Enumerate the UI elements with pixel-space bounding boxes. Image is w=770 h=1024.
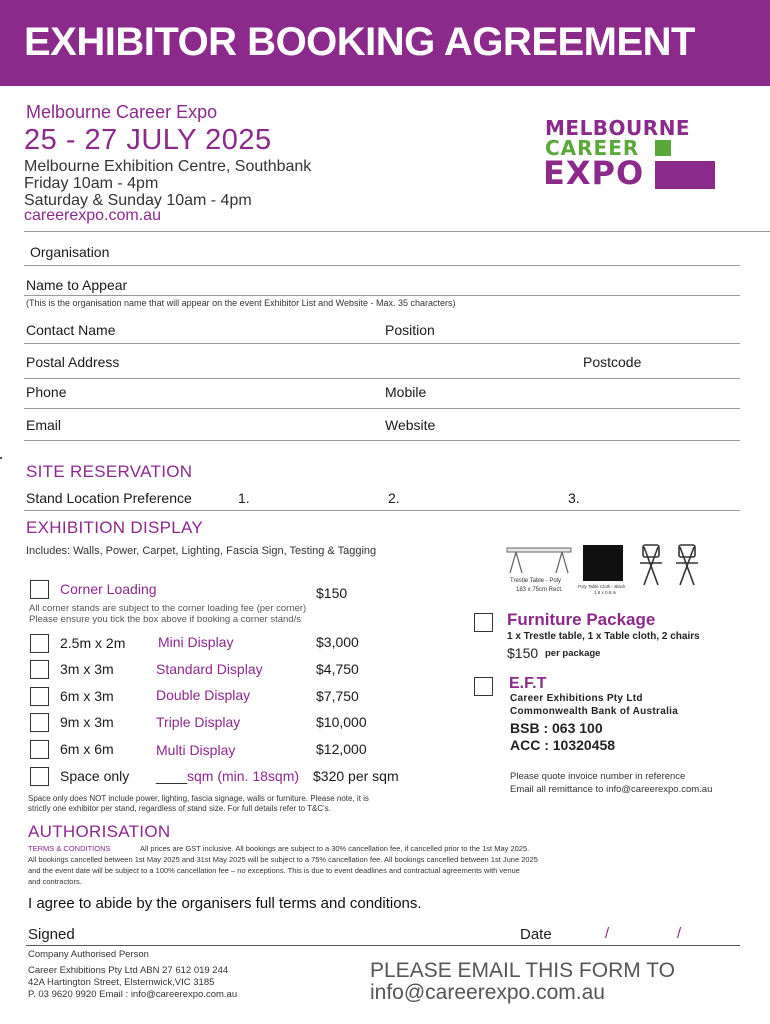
- mobile-label: Mobile: [385, 384, 427, 400]
- organisation-field[interactable]: [24, 265, 740, 266]
- mini-display-checkbox[interactable]: [30, 634, 49, 653]
- exhibition-display-heading: EXHIBITION DISPLAY: [26, 518, 204, 537]
- name-to-appear-field[interactable]: [24, 295, 740, 296]
- email-cta-address[interactable]: info@careerexpo.com.au: [370, 981, 605, 1004]
- footer-address: 42A Hartington Street, Elsternwick,VIC 3185: [28, 977, 215, 988]
- eft-bank: Commonwealth Bank of Australia: [510, 706, 679, 717]
- corner-loading-label: Corner Loading: [60, 581, 157, 597]
- date-slash-1: /: [605, 925, 610, 942]
- stand-preference-label: Stand Location Preference: [26, 490, 192, 506]
- triple-display-checkbox[interactable]: [30, 713, 49, 732]
- furniture-package-per: per package: [545, 648, 601, 659]
- event-hours-weekend: Saturday & Sunday 10am - 4pm: [24, 192, 252, 209]
- table-cloth-caption-1: Poly Table Cloth - Black: [578, 584, 626, 589]
- space-only-sqm-label: sqm (min. 18sqm): [187, 768, 300, 784]
- preference-1-label: 1.: [238, 490, 250, 506]
- stand-preference-field[interactable]: [24, 510, 740, 511]
- standard-display-size: 3m x 3m: [60, 661, 114, 677]
- trestle-table-caption-1: Trestle Table - Poly: [510, 578, 562, 584]
- postcode-label: Postcode: [583, 354, 642, 370]
- event-venue: Melbourne Exhibition Centre, Southbank: [24, 158, 312, 175]
- furniture-package-checkbox[interactable]: [474, 613, 493, 632]
- footer-contact: P. 03 9620 9920 Email : info@careerexpo.com.au: [28, 989, 238, 1000]
- phone-label: Phone: [26, 384, 67, 400]
- phone-field[interactable]: [24, 408, 740, 409]
- mini-display-price: $3,000: [316, 634, 359, 650]
- footer-company: Career Exhibitions Pty Ltd ABN 27 612 019 244: [28, 965, 229, 976]
- agree-statement: I agree to abide by the organisers full terms and conditions.: [28, 895, 422, 912]
- email-cta-heading: PLEASE EMAIL THIS FORM TO: [370, 959, 675, 982]
- multi-display-size: 6m x 6m: [60, 741, 114, 757]
- divider: [24, 231, 770, 232]
- furniture-package-title: Furniture Package: [507, 610, 656, 629]
- eft-note-2: Email all remittance to info@careerexpo.com.au: [510, 784, 713, 795]
- preference-3-label: 3.: [568, 490, 580, 506]
- terms-line-4: and contractors.: [28, 877, 82, 886]
- mini-display-name: Mini Display: [158, 634, 234, 650]
- eft-company: Career Exhibitions Pty Ltd: [510, 693, 643, 704]
- email-label: Email: [26, 417, 62, 433]
- terms-line-3: and the event date will be subject to a 100% cancellation fee – no exceptions. This is due to event deadlines and contractual agreements with venue: [28, 866, 520, 875]
- triple-display-size: 9m x 3m: [60, 714, 114, 730]
- double-display-name: Double Display: [156, 687, 251, 703]
- space-only-note-1: Space only does NOT include power, lighting, fascia signage, walls or furniture. Please note, it is: [28, 794, 369, 803]
- date-label: Date: [520, 926, 552, 943]
- trestle-table-icon: [506, 545, 572, 575]
- logo-line-career: CAREER: [545, 136, 640, 160]
- corner-loading-checkbox[interactable]: [30, 580, 49, 599]
- double-display-price: $7,750: [316, 688, 359, 704]
- triple-display-name: Triple Display: [156, 714, 241, 730]
- eft-note-1: Please quote invoice number in reference: [510, 771, 686, 782]
- contact-name-field[interactable]: [24, 343, 740, 344]
- eft-acc: ACC : 10320458: [510, 737, 616, 753]
- eft-bsb: BSB : 063 100: [510, 720, 603, 736]
- authorisation-heading: AUTHORISATION: [28, 822, 171, 841]
- multi-display-name: Multi Display: [156, 742, 236, 758]
- trestle-table-caption-2: 183 x 75cm Rect.: [516, 587, 563, 593]
- position-label: Position: [385, 322, 435, 338]
- date-slash-2: /: [677, 925, 682, 942]
- space-only-sqm-input[interactable]: ____: [156, 768, 188, 784]
- signature-field[interactable]: [26, 945, 740, 946]
- corner-note-1: All corner stands are subject to the corner loading fee (per corner): [29, 603, 307, 614]
- display-includes: Includes: Walls, Power, Carpet, Lighting, Fascia Sign, Testing & Tagging: [26, 545, 377, 557]
- folding-chair-icon: [672, 543, 702, 587]
- space-only-label: Space only: [60, 768, 130, 784]
- table-cloth-caption-2: 1.8 x 0.8 m: [594, 590, 617, 595]
- website-label: Website: [385, 417, 436, 433]
- event-website[interactable]: careerexpo.com.au: [24, 207, 161, 224]
- corner-note-2: Please ensure you tick the box above if booking a corner stand/s: [29, 614, 301, 625]
- logo-purple-bar: [655, 161, 715, 189]
- standard-display-name: Standard Display: [156, 661, 263, 677]
- double-display-size: 6m x 3m: [60, 688, 114, 704]
- margin-dot: [0, 457, 2, 459]
- triple-display-price: $10,000: [316, 714, 367, 730]
- double-display-checkbox[interactable]: [30, 687, 49, 706]
- event-name: Melbourne Career Expo: [26, 102, 218, 122]
- standard-display-price: $4,750: [316, 661, 359, 677]
- email-field[interactable]: [24, 440, 740, 441]
- event-dates: 25 - 27 JULY 2025: [24, 124, 272, 156]
- corner-loading-price: $150: [316, 585, 348, 601]
- page-title: EXHIBITOR BOOKING AGREEMENT: [24, 20, 695, 64]
- organisation-label: Organisation: [30, 244, 110, 260]
- signed-label: Signed: [28, 926, 75, 943]
- folding-chair-icon: [636, 543, 666, 587]
- multi-display-price: $12,000: [316, 741, 367, 757]
- site-reservation-heading: SITE RESERVATION: [26, 462, 193, 481]
- terms-line-1: All prices are GST inclusive. All bookings are subject to a 30% cancellation fee, if cancelled prior to the 1st May 2025.: [140, 844, 530, 853]
- postal-address-label: Postal Address: [26, 354, 120, 370]
- furniture-package-contents: 1 x Trestle table, 1 x Table cloth, 2 chairs: [507, 631, 700, 642]
- multi-display-checkbox[interactable]: [30, 740, 49, 759]
- terms-line-2: All bookings cancelled between 1st May 2025 and 31st May 2025 will be subject to a 75% cancellation fee. All bookings cancelled between 1st June 2025: [28, 855, 538, 864]
- logo-green-square: [655, 140, 671, 156]
- space-only-checkbox[interactable]: [30, 767, 49, 786]
- logo-line-expo: EXPO: [543, 154, 645, 192]
- logo-line-melbourne: MELBOURNE: [545, 116, 691, 140]
- company-authorised-person: Company Authorised Person: [28, 949, 149, 960]
- terms-label: TERMS & CONDITIONS: [28, 844, 111, 853]
- eft-title: E.F.T: [509, 675, 547, 692]
- table-cloth-image: [583, 545, 623, 581]
- standard-display-checkbox[interactable]: [30, 660, 49, 679]
- space-only-price: $320 per sqm: [313, 768, 399, 784]
- eft-checkbox[interactable]: [474, 677, 493, 696]
- name-to-appear-label: Name to Appear: [26, 277, 128, 293]
- preference-2-label: 2.: [388, 490, 400, 506]
- space-only-note-2: strictly one exhibitor per stand, regardless of stand size. For full details refer to T&C's.: [28, 804, 331, 813]
- event-hours-friday: Friday 10am - 4pm: [24, 175, 159, 192]
- name-to-appear-note: (This is the organisation name that will appear on the event Exhibitor List and Website - Max. 35 characters): [26, 298, 456, 308]
- furniture-package-price: $150: [507, 645, 539, 661]
- postal-address-field[interactable]: [24, 378, 740, 379]
- contact-name-label: Contact Name: [26, 322, 116, 338]
- mini-display-size: 2.5m x 2m: [60, 635, 126, 651]
